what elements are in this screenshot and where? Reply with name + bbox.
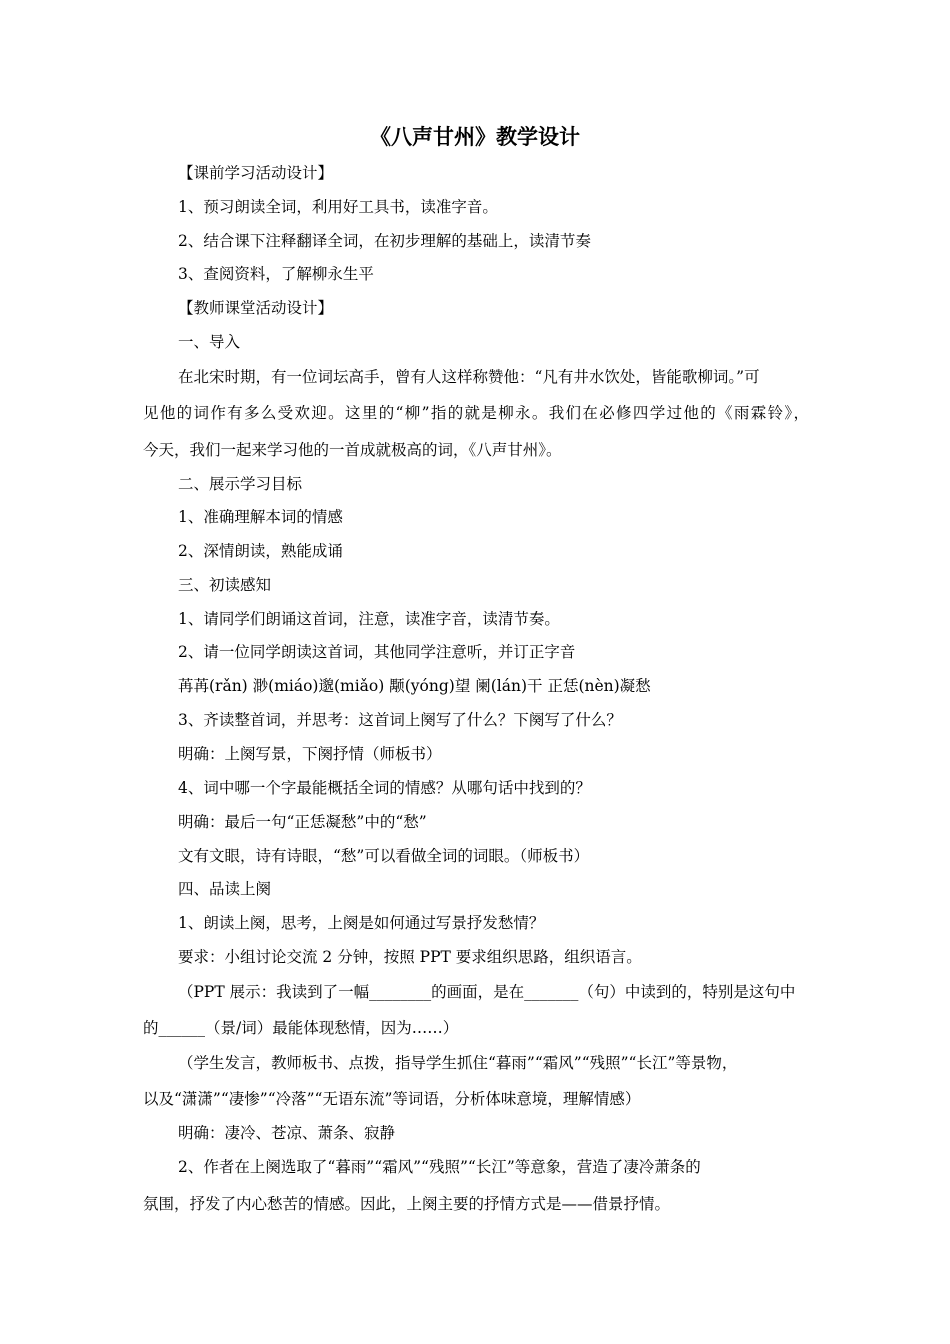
paragraph: 今天，我们一起来学习他的一首成就极高的词，《八声甘州》。 <box>143 441 562 459</box>
paragraph: 以及“潇潇”“凄惨”“冷落”“无语东流”等词语，分析体味意境，理解情感） <box>143 1090 641 1108</box>
paragraph: 1、朗读上阕，思考，上阕是如何通过写景抒发愁情？ <box>178 914 545 932</box>
section-heading: 一、导入 <box>178 333 241 351</box>
paragraph: 2、结合课下注释翻译全词，在初步理解的基础上，读清节奏 <box>178 232 591 250</box>
section-heading: 二、展示学习目标 <box>178 475 303 493</box>
paragraph: 2、作者在上阕选取了“暮雨”“霜风”“残照”“长江”等意象，营造了凄冷萧条的 <box>178 1158 701 1176</box>
section-heading-classroom: 【教师课堂活动设计】 <box>178 299 334 317</box>
paragraph: 2、请一位同学朗读这首词，其他同学注意听，并订正字音 <box>178 643 576 661</box>
paragraph: 1、预习朗读全词，利用好工具书，读准字音。 <box>178 198 498 216</box>
paragraph: （学生发言，教师板书、点拨，指导学生抓住“暮雨”“霜风”“残照”“长江”等景物， <box>178 1054 738 1072</box>
paragraph: 明确：凄冷、苍凉、萧条、寂静 <box>178 1124 396 1142</box>
section-heading: 三、初读感知 <box>178 576 272 594</box>
paragraph: 明确：最后一句“正恁凝愁”中的“愁” <box>178 813 427 831</box>
paragraph: 文有文眼，诗有诗眼，“愁”可以看做全词的词眼。（师板书） <box>178 847 590 865</box>
paragraph: 3、查阅资料，了解柳永生平 <box>178 265 374 283</box>
paragraph: 氛围，抒发了内心愁苦的情感。因此，上阕主要的抒情方式是——借景抒情。 <box>143 1195 671 1213</box>
paragraph: 4、词中哪一个字最能概括全词的情感？从哪句话中找到的？ <box>178 779 591 797</box>
paragraph: 1、请同学们朗诵这首词，注意，读准字音，读清节奏。 <box>178 610 560 628</box>
paragraph: 要求：小组讨论交流 2 分钟，按照 PPT 要求组织思路，组织语言。 <box>178 948 642 966</box>
paragraph: 的______（景/词）最能体现愁情，因为……） <box>143 1019 459 1037</box>
paragraph: 3、齐读整首词，并思考：这首词上阕写了什么？下阕写了什么？ <box>178 711 622 729</box>
paragraph: 在北宋时期，有一位词坛高手，曾有人这样称赞他：“凡有井水饮处，皆能歌柳词。”可 <box>178 368 760 386</box>
paragraph: 1、准确理解本词的情感 <box>178 508 343 526</box>
paragraph: （PPT 展示：我读到了一幅________的画面，是在_______（句）中读到的，特别是这句中 <box>178 983 796 1001</box>
section-heading-pre-class: 【课前学习活动设计】 <box>178 164 334 182</box>
paragraph: 2、深情朗读，熟能成诵 <box>178 542 343 560</box>
section-heading: 四、品读上阕 <box>178 880 272 898</box>
paragraph: 明确：上阕写景，下阕抒情（师板书） <box>178 745 442 763</box>
document-title: 《八声甘州》教学设计 <box>370 125 580 149</box>
paragraph: 见他的词作有多么受欢迎。这里的“柳”指的就是柳永。我们在必修四学过他的《雨霖铃》， <box>143 404 809 422</box>
pronunciation-list: 苒苒(rǎn) 渺(miáo)邈(miǎo) 颙(yóng)望 阑(lán)干 正恁(nèn)凝愁 <box>178 677 651 695</box>
